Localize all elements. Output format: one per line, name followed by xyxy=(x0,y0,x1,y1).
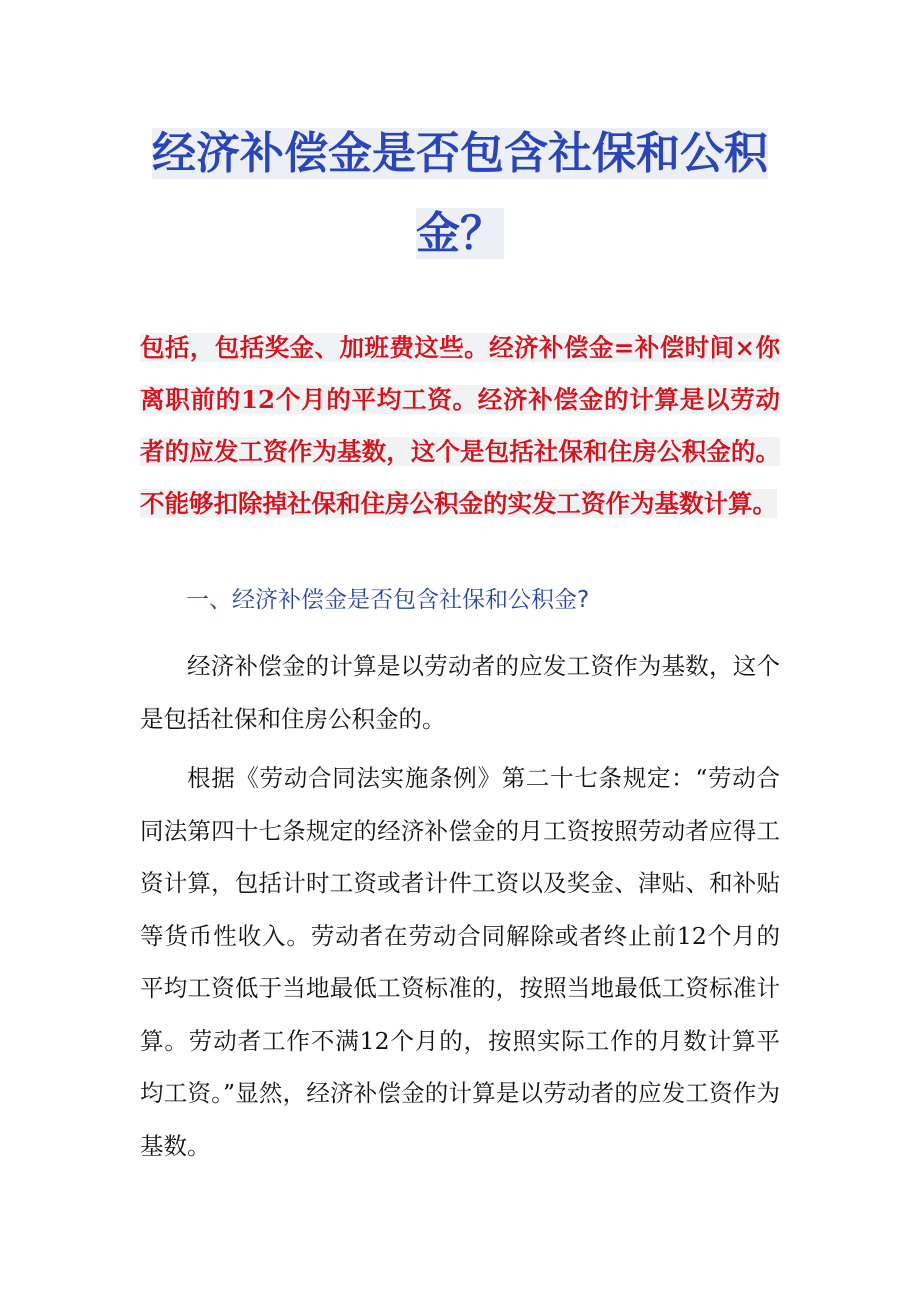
section-heading: 一、经济补偿金是否包含社保和公积金? xyxy=(186,587,590,613)
body-paragraph-2: 根据《劳动合同法实施条例》第二十七条规定：“劳动合同法第四十七条规定的经济补偿金的月工资按照劳动者应得工资计算，包括计时工资或者计件工资以及奖金、津贴、和补贴等货币性收入。劳动者在劳动合同解除或者终止前12个月的平均工资低于当地最低工资标准的，按照当地最低工资标准计算。劳动者工作不满12个月的，按照实际工作的月数计算平均工资。”显然，经济补偿金的计算是以劳动者的应发工资作为基数。 xyxy=(140,764,780,1160)
body-paragraph-1: 经济补偿金的计算是以劳动者的应发工资作为基数，这个是包括社保和住房公积金的。 xyxy=(140,652,780,733)
summary-paragraph xyxy=(140,322,780,530)
summary-text: 包括，包括奖金、加班费这些。经济补偿金=补偿时间×你离职前的12个月的平均工资。经济补偿金的计算是以劳动者的应发工资作为基数，这个是包括社保和住房公积金的。不能够扣除掉社保和住房公积金的实发工资作为基数计算。 xyxy=(140,333,780,518)
document-title xyxy=(140,114,780,274)
document-title-text: 经济补偿金是否包含社保和公积金？ xyxy=(152,128,768,259)
